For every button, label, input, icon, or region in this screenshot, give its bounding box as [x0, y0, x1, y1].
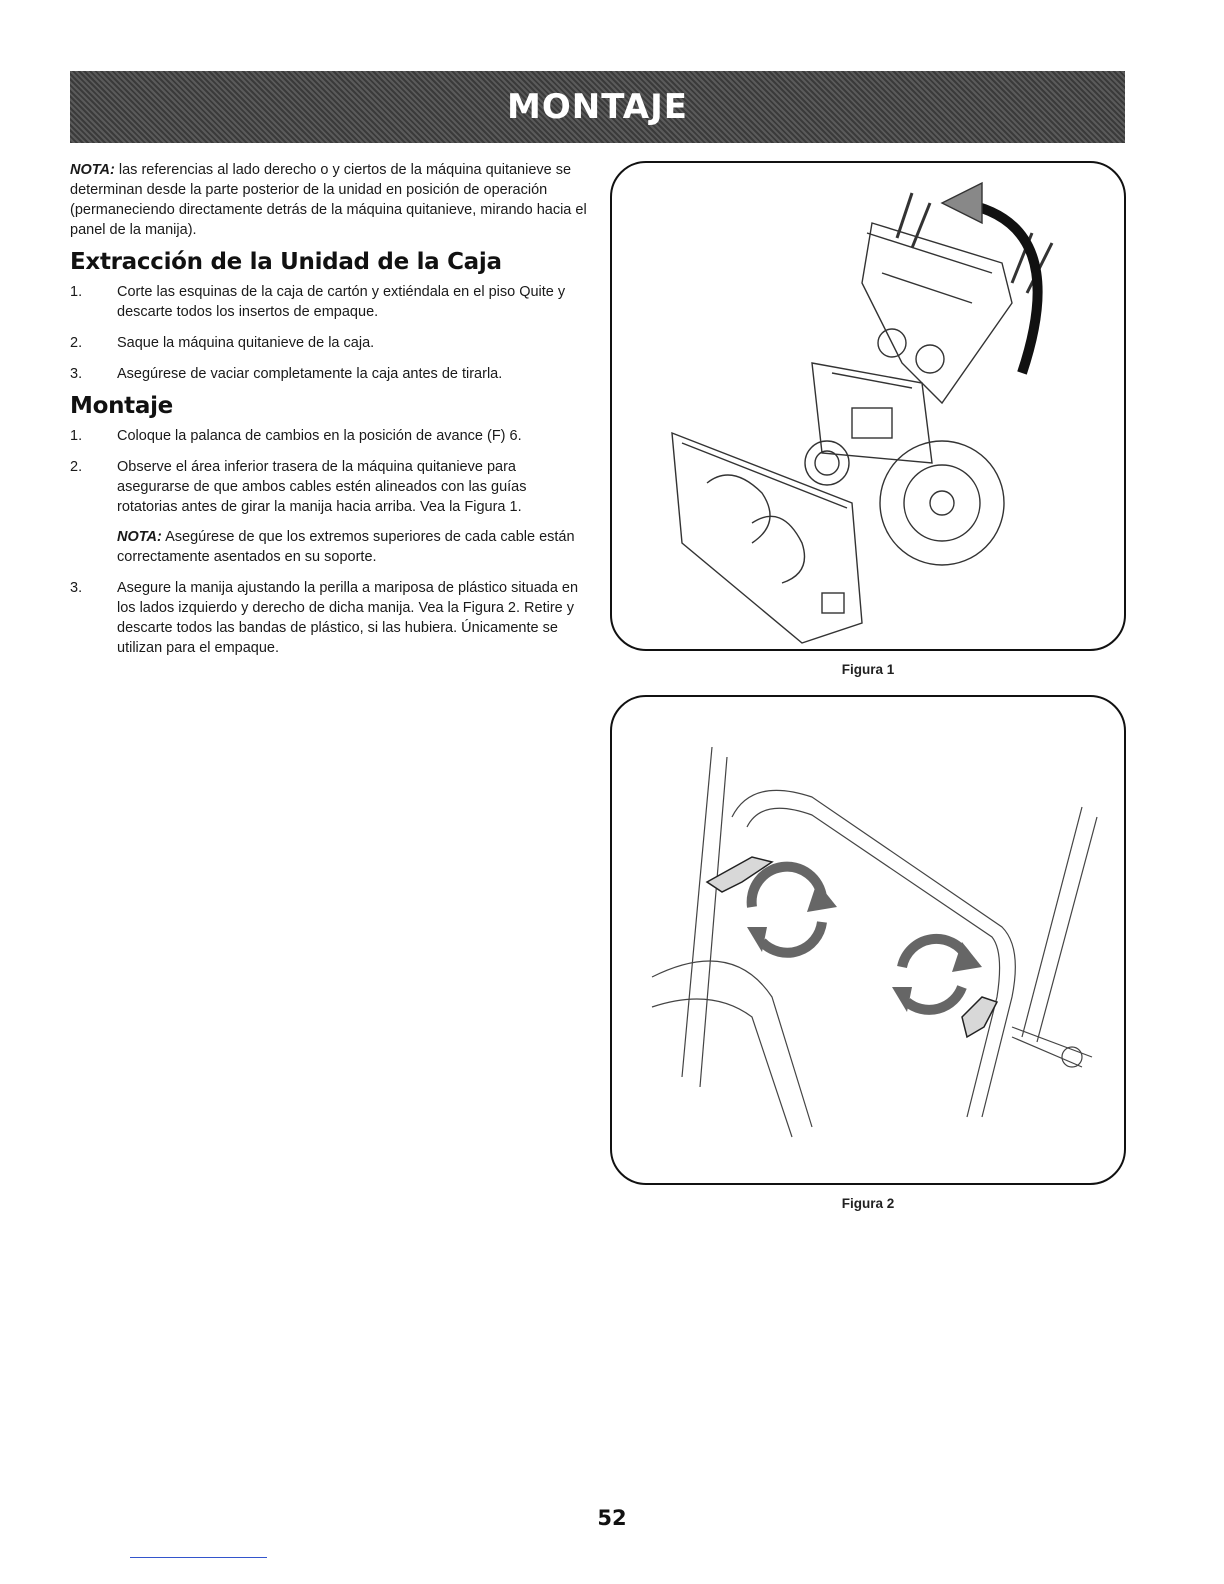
step-number: 3.	[70, 580, 83, 596]
list-item	[70, 426, 590, 446]
section-banner	[70, 71, 1125, 143]
section-heading-assembly: Montaje	[70, 393, 173, 419]
list-item	[70, 282, 590, 322]
step-text: Observe el área inferior trasera de la máquina quitanieve para asegurarse de que ambos cables estén alineados con las guías rotatorias antes de girar la manija hacia arriba. Vea la Figura 1.	[117, 459, 527, 515]
step-text: Saque la máquina quitanieve de la caja.	[117, 335, 375, 351]
figure-1-caption: Figura 1	[841, 662, 895, 677]
list-item	[70, 364, 590, 384]
text-column	[70, 160, 590, 670]
note-text: las referencias al lado derecho o y ciertos de la máquina quitanieve se determinan desde la parte posterior de la unidad en posición de operación (permaneciendo directamente detrás de la máquina quitanieve, mirando hacia el panel de la manija).	[70, 162, 587, 238]
footer-rule	[130, 1557, 267, 1558]
step-text: Asegure la manija ajustando la perilla a mariposa de plástico situada en los lados izquierdo y derecho de dicha manija. Vea la Figura 2. Retire y descarte todos las bandas de plástico, si las hubiera. Únicamente se utilizan para el empaque.	[117, 580, 579, 656]
step-number: 2.	[70, 335, 83, 351]
figure-2-handle-knobs	[610, 695, 1126, 1185]
assembly-steps	[70, 426, 590, 658]
step-text: Coloque la palanca de cambios en la posición de avance (F) 6.	[117, 428, 522, 444]
list-item	[70, 457, 590, 567]
section-heading-extraction: Extracción de la Unidad de la Caja	[70, 249, 502, 275]
note-label: NOTA:	[117, 529, 162, 545]
list-item	[70, 333, 590, 353]
note-label: NOTA:	[70, 162, 115, 178]
list-item	[70, 578, 590, 658]
page-title: MONTAJE	[507, 87, 688, 127]
figure-2-caption: Figura 2	[841, 1196, 895, 1211]
step-number: 2.	[70, 459, 83, 475]
handle-knob-illustration	[612, 697, 1124, 1183]
note-text: Asegúrese de que los extremos superiores de cada cable están correctamente asentados en su soporte.	[117, 529, 575, 565]
step-number: 3.	[70, 366, 83, 382]
page-number: 52	[597, 1506, 627, 1530]
step-text: Corte las esquinas de la caja de cartón y extiéndala en el piso Quite y descarte todos los insertos de empaque.	[117, 284, 566, 320]
step-text: Asegúrese de vaciar completamente la caja antes de tirarla.	[117, 366, 503, 382]
figure-1-snowthrower	[610, 161, 1126, 651]
intro-note	[70, 160, 590, 240]
step-number: 1.	[70, 284, 83, 300]
step-note	[117, 527, 590, 567]
step-number: 1.	[70, 428, 83, 444]
extraction-steps	[70, 282, 590, 384]
snowthrower-illustration	[612, 163, 1124, 649]
step-body	[117, 457, 590, 567]
